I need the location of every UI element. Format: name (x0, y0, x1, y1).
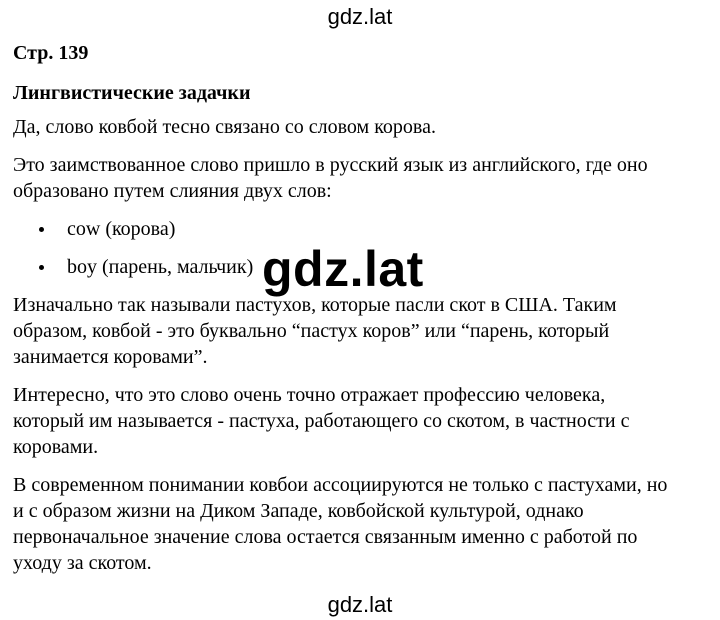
paragraph-profession (13, 382, 713, 460)
modern-line-4: уходу за скотом. (13, 552, 152, 574)
paragraph-intro (13, 114, 713, 140)
origin-line-1: Это заимствованное слово пришло в русский язык из английского, где оно (13, 154, 648, 176)
profession-line-3: коровами. (13, 436, 99, 458)
bullet-icon (39, 265, 44, 270)
profession-line-2: который им называется - пастуха, работающего со скотом, в частности с (13, 410, 630, 432)
bullet-icon (39, 227, 44, 232)
watermark-center: gdz.lat (262, 241, 424, 297)
modern-line-2: и с образом жизни на Диком Западе, ковбойской культурой, однако (13, 500, 584, 522)
paragraph-origin (13, 152, 713, 204)
intro-line: Да, слово ковбой тесно связано со словом корова. (13, 116, 436, 138)
modern-line-3: первоначальное значение слова остается связанным именно с работой по (13, 526, 638, 548)
paragraph-history (13, 292, 713, 370)
history-line-2: образом, ковбой - это буквально “пастух коров” или “парень, который (13, 320, 610, 342)
list-item-text: boy (парень, мальчик) (67, 256, 254, 278)
origin-line-2: образовано путем слияния двух слов: (13, 180, 332, 202)
list-item (39, 216, 713, 242)
section-title: Лингвистические задачки (13, 82, 251, 104)
watermark-bottom: gdz.lat (327, 592, 393, 617)
history-line-1: Изначально так называли пастухов, которые пасли скот в США. Таким (13, 294, 617, 316)
modern-line-1: В современном понимании ковбои ассоциируются не только с пастухами, но (13, 474, 668, 496)
history-line-3: занимается коровами”. (13, 346, 208, 368)
page-number: Стр. 139 (13, 42, 89, 64)
list-item-text: cow (корова) (67, 218, 176, 240)
profession-line-1: Интересно, что это слово очень точно отражает профессию человека, (13, 384, 606, 406)
watermark-top: gdz.lat (327, 4, 393, 29)
document-body (13, 40, 713, 588)
paragraph-modern (13, 472, 713, 576)
